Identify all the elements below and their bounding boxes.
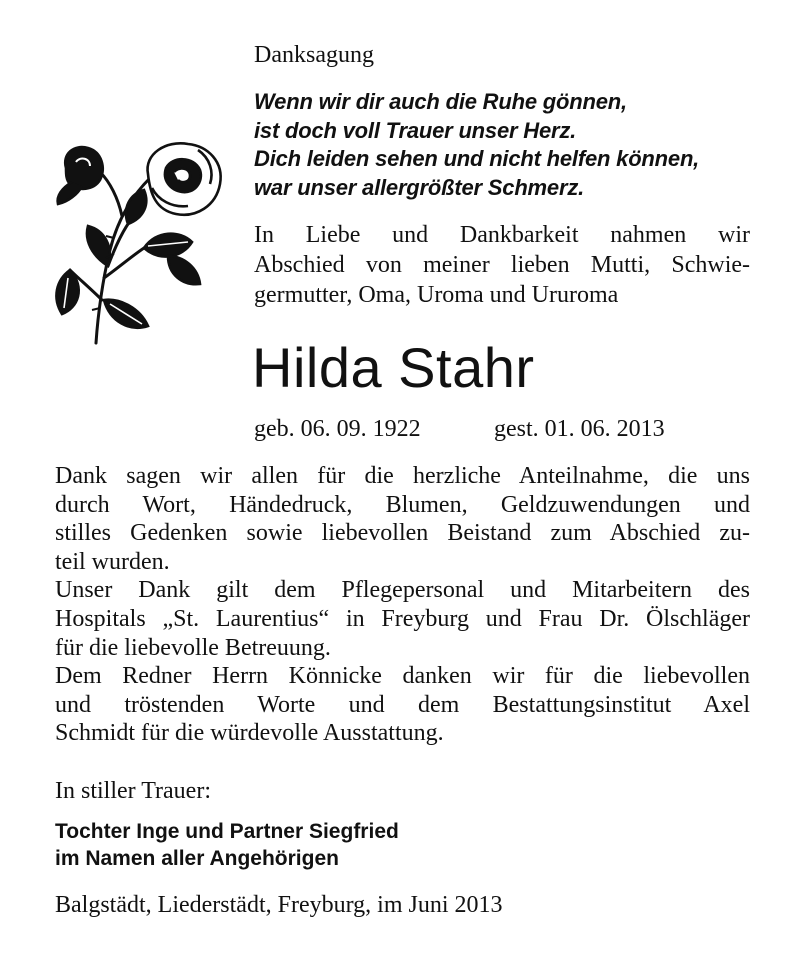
intro-line: germutter, Oma, Uroma und Ururoma [254, 282, 619, 308]
place-date: Balgstädt, Liederstädt, Freyburg, im Juni 2013 [55, 892, 503, 918]
birth-date: geb. 06. 09. 1922 [254, 416, 421, 442]
poem-line: Dich leiden sehen und nicht helfen können, [254, 146, 700, 171]
thanks-line: Dank sagen wir allen für die herzliche Anteilnahme, die uns [55, 463, 750, 489]
thanks-line: Hospitals „St. Laurentius“ in Freyburg und Frau Dr. Ölschläger [55, 605, 750, 632]
thanks-text [55, 462, 750, 748]
thanks-line: durch Wort, Händedruck, Blumen, Geldzuwendungen und [55, 491, 750, 518]
thanks-line: Unser Dank gilt dem Pflegepersonal und Mitarbeitern des [55, 577, 750, 604]
thanks-line: Dem Redner Herrn Könnicke danken wir für die liebevollen [55, 663, 750, 690]
life-dates [254, 414, 665, 444]
poem-line: war unser allergrößter Schmerz. [254, 174, 585, 200]
signer-line: im Namen aller Angehörigen [55, 847, 339, 870]
death-date: gest. 01. 06. 2013 [494, 416, 665, 442]
poem-line: Wenn wir dir auch die Ruhe gönnen, [254, 89, 627, 114]
notice-heading: Danksagung [254, 42, 374, 68]
signers [55, 818, 399, 872]
thanks-line: und tröstenden Worte und dem Bestattungsinstitut Axel [55, 691, 750, 718]
thanks-line: Schmidt für die würdevolle Ausstattung. [55, 720, 444, 747]
mourning-label: In stiller Trauer: [55, 778, 211, 804]
poem-line: ist doch voll Trauer unser Herz. [254, 117, 577, 143]
thanks-line: stilles Gedenken sowie liebevollen Beistand zum Abschied zu- [55, 520, 750, 547]
thanks-line: teil wurden. [55, 548, 170, 575]
poem [254, 88, 699, 202]
intro-line: In Liebe und Dankbarkeit nahmen wir [254, 222, 750, 248]
rose-icon [48, 138, 238, 348]
signer-line: Tochter Inge und Partner Siegfried [55, 820, 399, 843]
intro-line: Abschied von meiner lieben Mutti, Schwie- [254, 252, 750, 278]
intro-text [254, 220, 750, 310]
deceased-name: Hilda Stahr [252, 336, 535, 399]
thanks-line: für die liebevolle Betreuung. [55, 634, 331, 661]
